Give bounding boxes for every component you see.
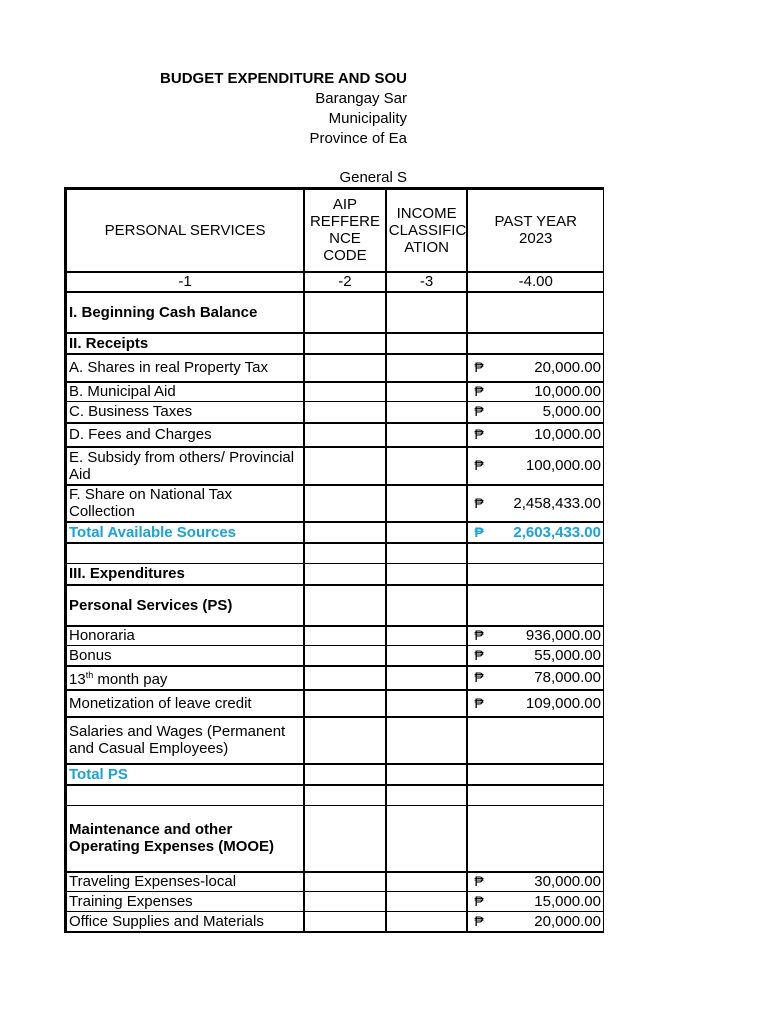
peso-sign: ₱ [474, 426, 484, 442]
peso-sign: ₱ [474, 494, 484, 511]
table-row: Bonus ₱ 55,000.00 [66, 646, 604, 666]
peso-sign: ₱ [474, 359, 484, 375]
peso-sign: ₱ [474, 523, 484, 540]
table-row: Personal Services (PS) [66, 585, 604, 626]
table-row: B. Municipal Aid ₱ 10,000.00 [66, 382, 604, 402]
table-row: C. Business Taxes ₱ 5,000.00 [66, 402, 604, 423]
barangay-name: Barangay Sar [315, 90, 407, 107]
table-row: Honoraria ₱ 936,000.00 [66, 626, 604, 646]
table-row [66, 785, 604, 806]
peso-sign: ₱ [474, 694, 484, 711]
table-row: 13th month pay ₱ 78,000.00 [66, 666, 604, 690]
table-row: F. Share on National Tax Collection ₱ 2,458,433.00 [66, 485, 604, 522]
peso-sign: ₱ [474, 403, 484, 420]
peso-sign: ₱ [474, 893, 484, 909]
table-row: Traveling Expenses-local ₱ 30,000.00 [66, 872, 604, 892]
table-row: III. Expenditures [66, 564, 604, 585]
header-income-class: INCOME CLASSIFIC ATION [386, 189, 468, 272]
header-past-year: PAST YEAR 2023 [467, 189, 603, 272]
table-row: Total PS [66, 764, 604, 785]
table-row: Maintenance and other Operating Expenses (MOOE) [66, 806, 604, 872]
table-row: Salaries and Wages (Permanent and Casual Employees) [66, 717, 604, 764]
peso-sign: ₱ [474, 457, 484, 473]
table-row: Total Available Sources ₱ 2,603,433.00 [66, 522, 604, 543]
report-title: BUDGET EXPENDITURE AND SOU [160, 70, 407, 87]
peso-sign: ₱ [474, 669, 484, 685]
peso-sign: ₱ [474, 627, 484, 644]
header-aip-ref: AIP REFFERE NCE CODE [304, 189, 386, 272]
table-row: A. Shares in real Property Tax ₱ 20,000.00 [66, 354, 604, 382]
peso-sign: ₱ [474, 646, 484, 663]
table-row: I. Beginning Cash Balance [66, 292, 604, 333]
municipality-name: Municipality [328, 110, 407, 127]
column-header-row [66, 189, 604, 272]
fund-name: General S [339, 169, 407, 186]
table-row: II. Receipts [66, 333, 604, 354]
table-row: Office Supplies and Materials ₱ 20,000.00 [66, 912, 604, 932]
table-row: D. Fees and Charges ₱ 10,000.00 [66, 423, 604, 447]
peso-sign: ₱ [474, 912, 484, 929]
table-row: Training Expenses ₱ 15,000.00 [66, 892, 604, 912]
peso-sign: ₱ [474, 383, 484, 400]
peso-sign: ₱ [474, 873, 484, 890]
header-personal-services: PERSONAL SERVICES [66, 189, 305, 272]
column-number-row: -1 -2 -3 -4.00 [66, 272, 604, 292]
table-row: Monetization of leave credit ₱ 109,000.00 [66, 690, 604, 717]
province-name: Province of Ea [309, 130, 407, 147]
budget-table [64, 187, 604, 933]
table-row [66, 543, 604, 564]
table-row: E. Subsidy from others/ Provincial Aid ₱ 100,000.00 [66, 447, 604, 485]
